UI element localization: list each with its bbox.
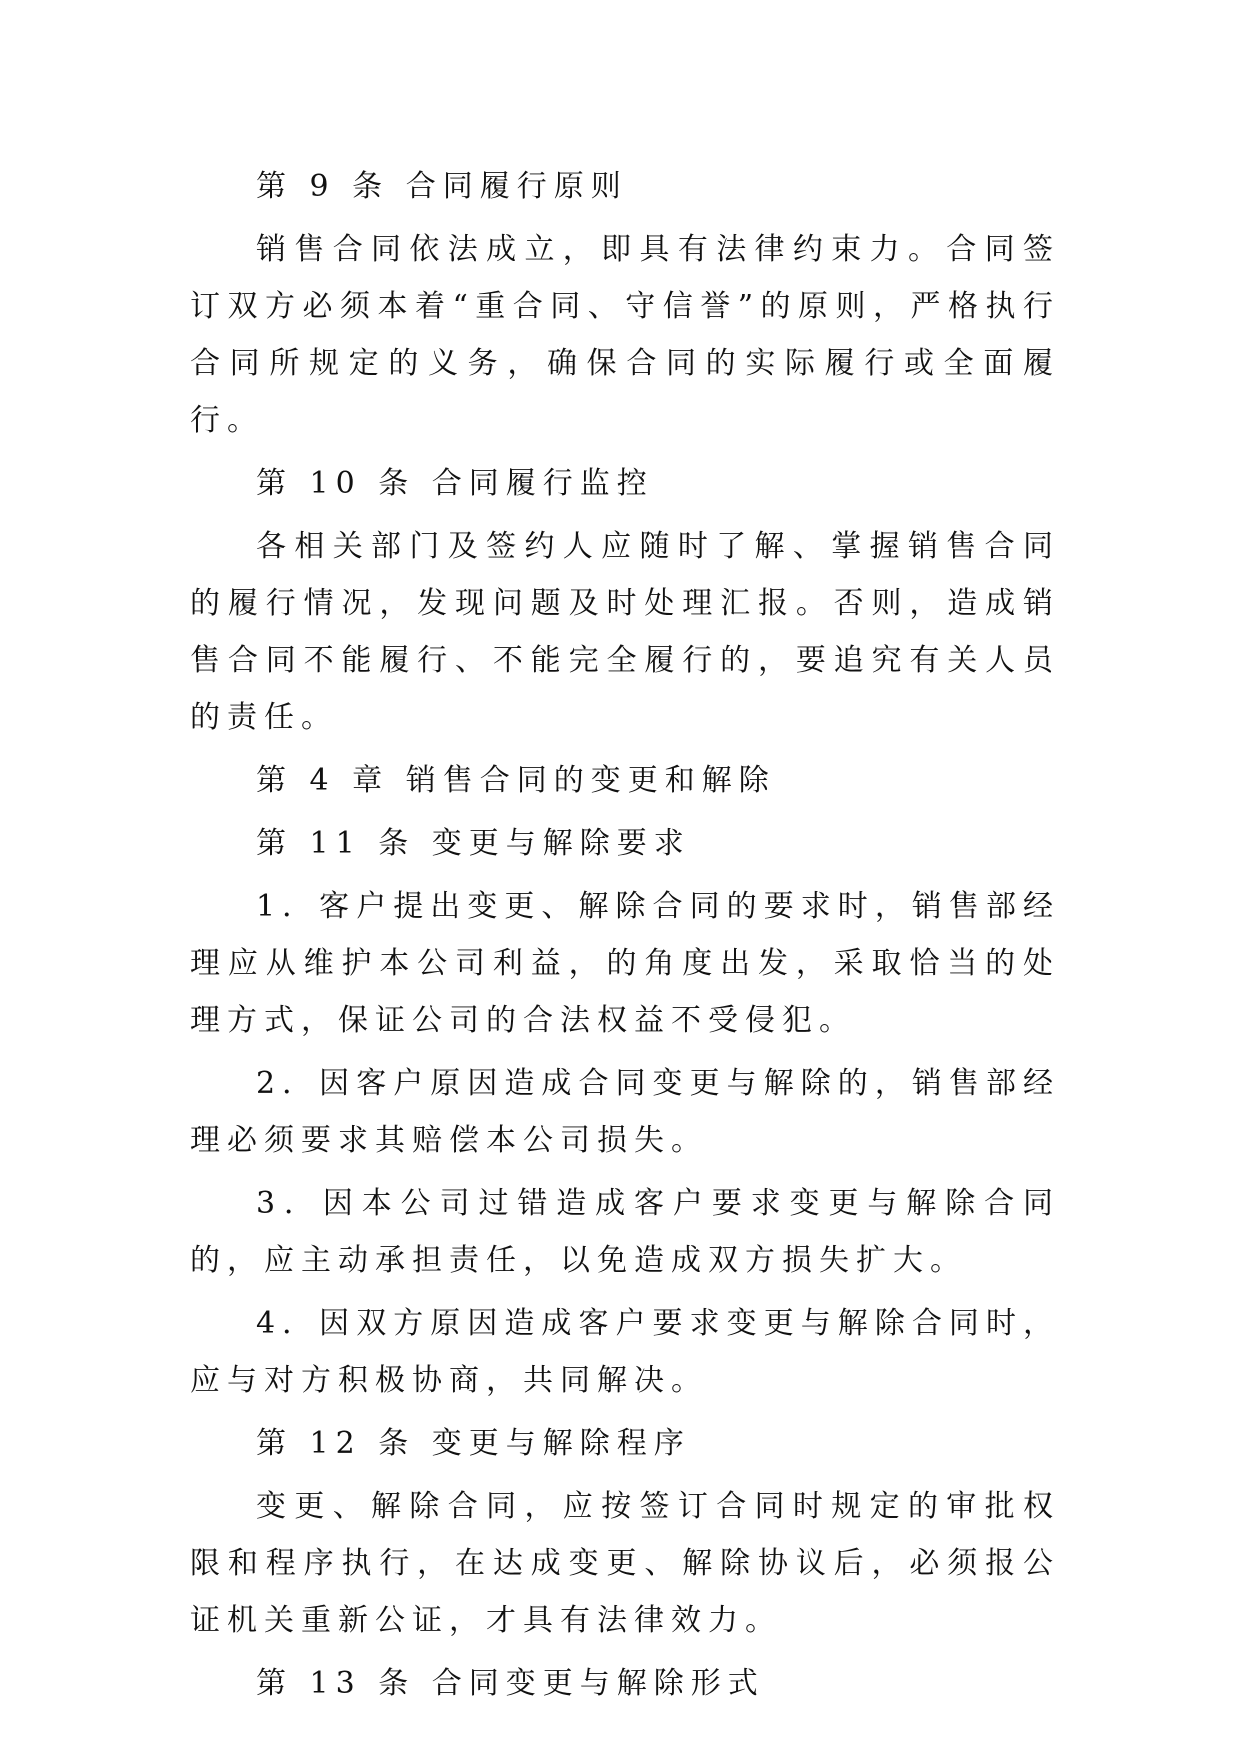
article-9-heading: 第 9 条 合同履行原则: [256, 169, 628, 204]
article-12-heading: 第 12 条 变更与解除程序: [256, 1426, 691, 1461]
article-11-item-3: 3．因本公司过错造成客户要求变更与解除合同的，应主动承担责任，以免造成双方损失扩大。: [190, 1186, 1060, 1278]
article-11-item-4: 4．因双方原因造成客户要求变更与解除合同时，应与对方积极协商，共同解决。: [190, 1306, 1060, 1398]
article-11-item-1: 1．客户提出变更、解除合同的要求时，销售部经理应从维护本公司利益，的角度出发，采取恰当的处理方式，保证公司的合法权益不受侵犯。: [190, 889, 1060, 1038]
article-13-heading: 第 13 条 合同变更与解除形式: [256, 1666, 765, 1701]
article-11-heading: 第 11 条 变更与解除要求: [256, 826, 691, 861]
article-11-item-2: 2．因客户原因造成合同变更与解除的，销售部经理必须要求其赔偿本公司损失。: [190, 1066, 1060, 1158]
article-10-heading: 第 10 条 合同履行监控: [256, 466, 654, 501]
article-10-body: 各相关部门及签约人应随时了解、掌握销售合同的履行情况，发现问题及时处理汇报。否则，造成销售合同不能履行、不能完全履行的，要追究有关人员的责任。: [190, 529, 1060, 735]
chapter-4-heading: 第 4 章 销售合同的变更和解除: [256, 763, 776, 798]
article-12-body: 变更、解除合同，应按签订合同时规定的审批权限和程序执行，在达成变更、解除协议后，必须报公证机关重新公证，才具有法律效力。: [190, 1489, 1060, 1638]
document-body: [190, 158, 1060, 1712]
article-9-body: 销售合同依法成立，即具有法律约束力。合同签订双方必须本着“重合同、守信誉”的原则，严格执行合同所规定的义务，确保合同的实际履行或全面履行。: [190, 232, 1060, 438]
